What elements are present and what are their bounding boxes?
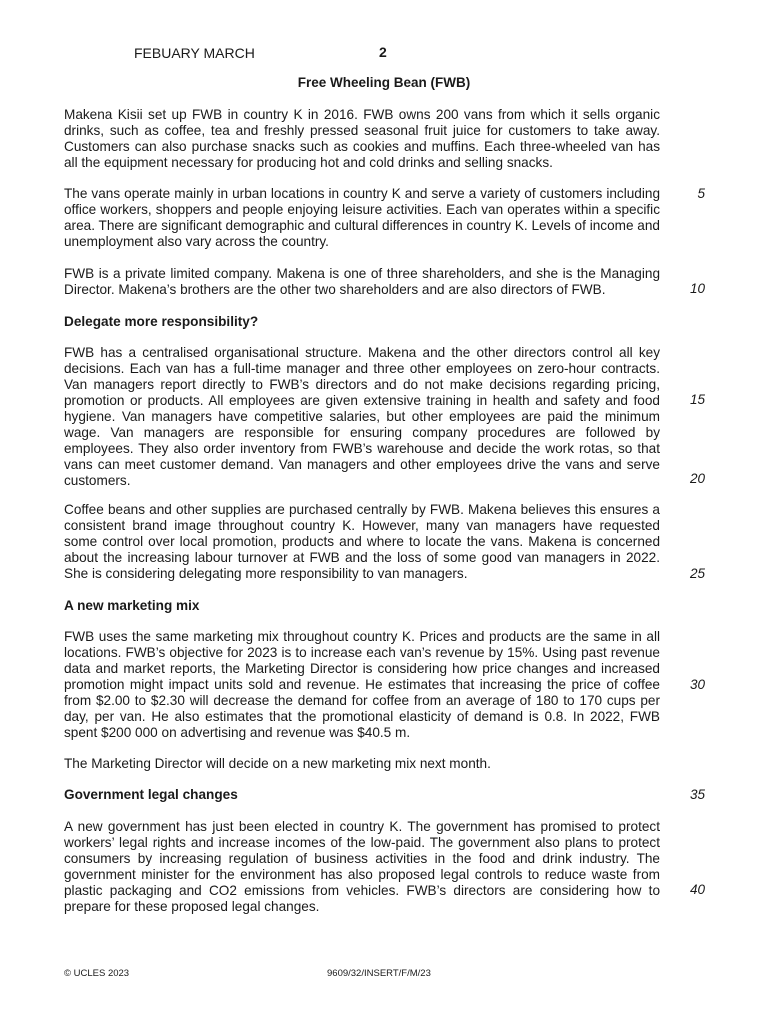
heading-delegate: Delegate more responsibility? <box>64 314 259 329</box>
line-number: 20 <box>689 471 705 486</box>
header-month-label: FEBUARY MARCH <box>134 45 255 61</box>
heading-government: Government legal changes <box>64 787 238 802</box>
paragraph-government: A new government has just been elected in country K. The government has promised to protect workers’ legal rights and increase incomes of the low-paid. The government also plans to protect consumers by increasing regulation of business activities in the food and drink industry. The government minister for the environment has also proposed legal controls to reduce waste from plastic packaging and CO2 emissions from vehicles. FWB’s directors are considering how to prepare for these proposed legal changes. <box>64 819 660 914</box>
line-number: 40 <box>689 882 705 897</box>
heading-marketing-mix: A new marketing mix <box>64 598 200 613</box>
paragraph-marketing: FWB uses the same marketing mix throughout country K. Prices and products are the same in all locations. FWB’s objective for 2023 is to increase each van’s revenue by 15%. Using past revenue data and market reports, the Marketing Director is considering how price changes and increased promotion might impact units sold and revenue. He estimates that increasing the price of coffee from $2.00 to $2.30 will decrease the demand for coffee from an average of 180 to 170 cups per day, per van. He also estimates that the promotional elasticity of demand is 0.8. In 2022, FWB spent $200 000 on advertising and revenue was $40.5 m. <box>64 629 660 740</box>
document-title: Free Wheeling Bean (FWB) <box>297 75 471 90</box>
footer-copyright: © UCLES 2023 <box>64 968 130 979</box>
line-number: 15 <box>689 392 705 407</box>
line-number: 25 <box>689 566 705 581</box>
page-number: 2 <box>379 44 387 60</box>
paragraph-purchasing: Coffee beans and other supplies are purchased centrally by FWB. Makena believes this ensures a consistent brand image throughout country K. However, many van managers have requested some control over local promotion, products and where to locate the vans. Makena is concerned about the increasing labour turnover at FWB and the loss of some good van managers in 2022. She is considering delegating more responsibility to van managers. <box>64 502 660 581</box>
footer-paper-code: 9609/32/INSERT/F/M/23 <box>327 968 431 979</box>
line-number: 30 <box>689 677 705 692</box>
line-number: 10 <box>689 281 705 296</box>
line-number: 5 <box>697 186 705 201</box>
paragraph-decision: The Marketing Director will decide on a new marketing mix next month. <box>64 756 491 771</box>
paragraph-intro: Makena Kisii set up FWB in country K in 2016. FWB owns 200 vans from which it sells organic drinks, such as coffee, tea and freshly pressed seasonal fruit juice for customers to take away. Customers can also purchase snacks such as cookies and muffins. Each three-wheeled van has all the equipment necessary for producing hot and cold drinks and selling snacks. <box>64 107 660 170</box>
paragraph-vans: The vans operate mainly in urban locations in country K and serve a variety of customers including office workers, shoppers and people enjoying leisure activities. Each van operates within a specific area. There are significant demographic and cultural differences in country K. Levels of income and unemployment also vary across the country. <box>64 186 660 249</box>
paragraph-ownership: FWB is a private limited company. Makena is one of three shareholders, and she is the Managing Director. Makena’s brothers are the other two shareholders and are also directors of FWB. <box>64 266 660 297</box>
line-number: 35 <box>689 787 705 802</box>
paragraph-structure: FWB has a centralised organisational structure. Makena and the other directors control all key decisions. Each van has a full-time manager and three other employees on zero-hour contracts. Van managers report directly to FWB’s directors and do not make decisions regarding pricing, promotion or products. All employees are given extensive training in health and safety and food hygiene. Van managers have competitive salaries, but other employees are paid the minimum wage. Van managers are responsible for ensuring company procedures are followed by employees. They also order inventory from FWB’s warehouse and decide the work rotas, so that vans can meet customer demand. Van managers and other employees drive the vans and serve customers. <box>64 345 660 488</box>
